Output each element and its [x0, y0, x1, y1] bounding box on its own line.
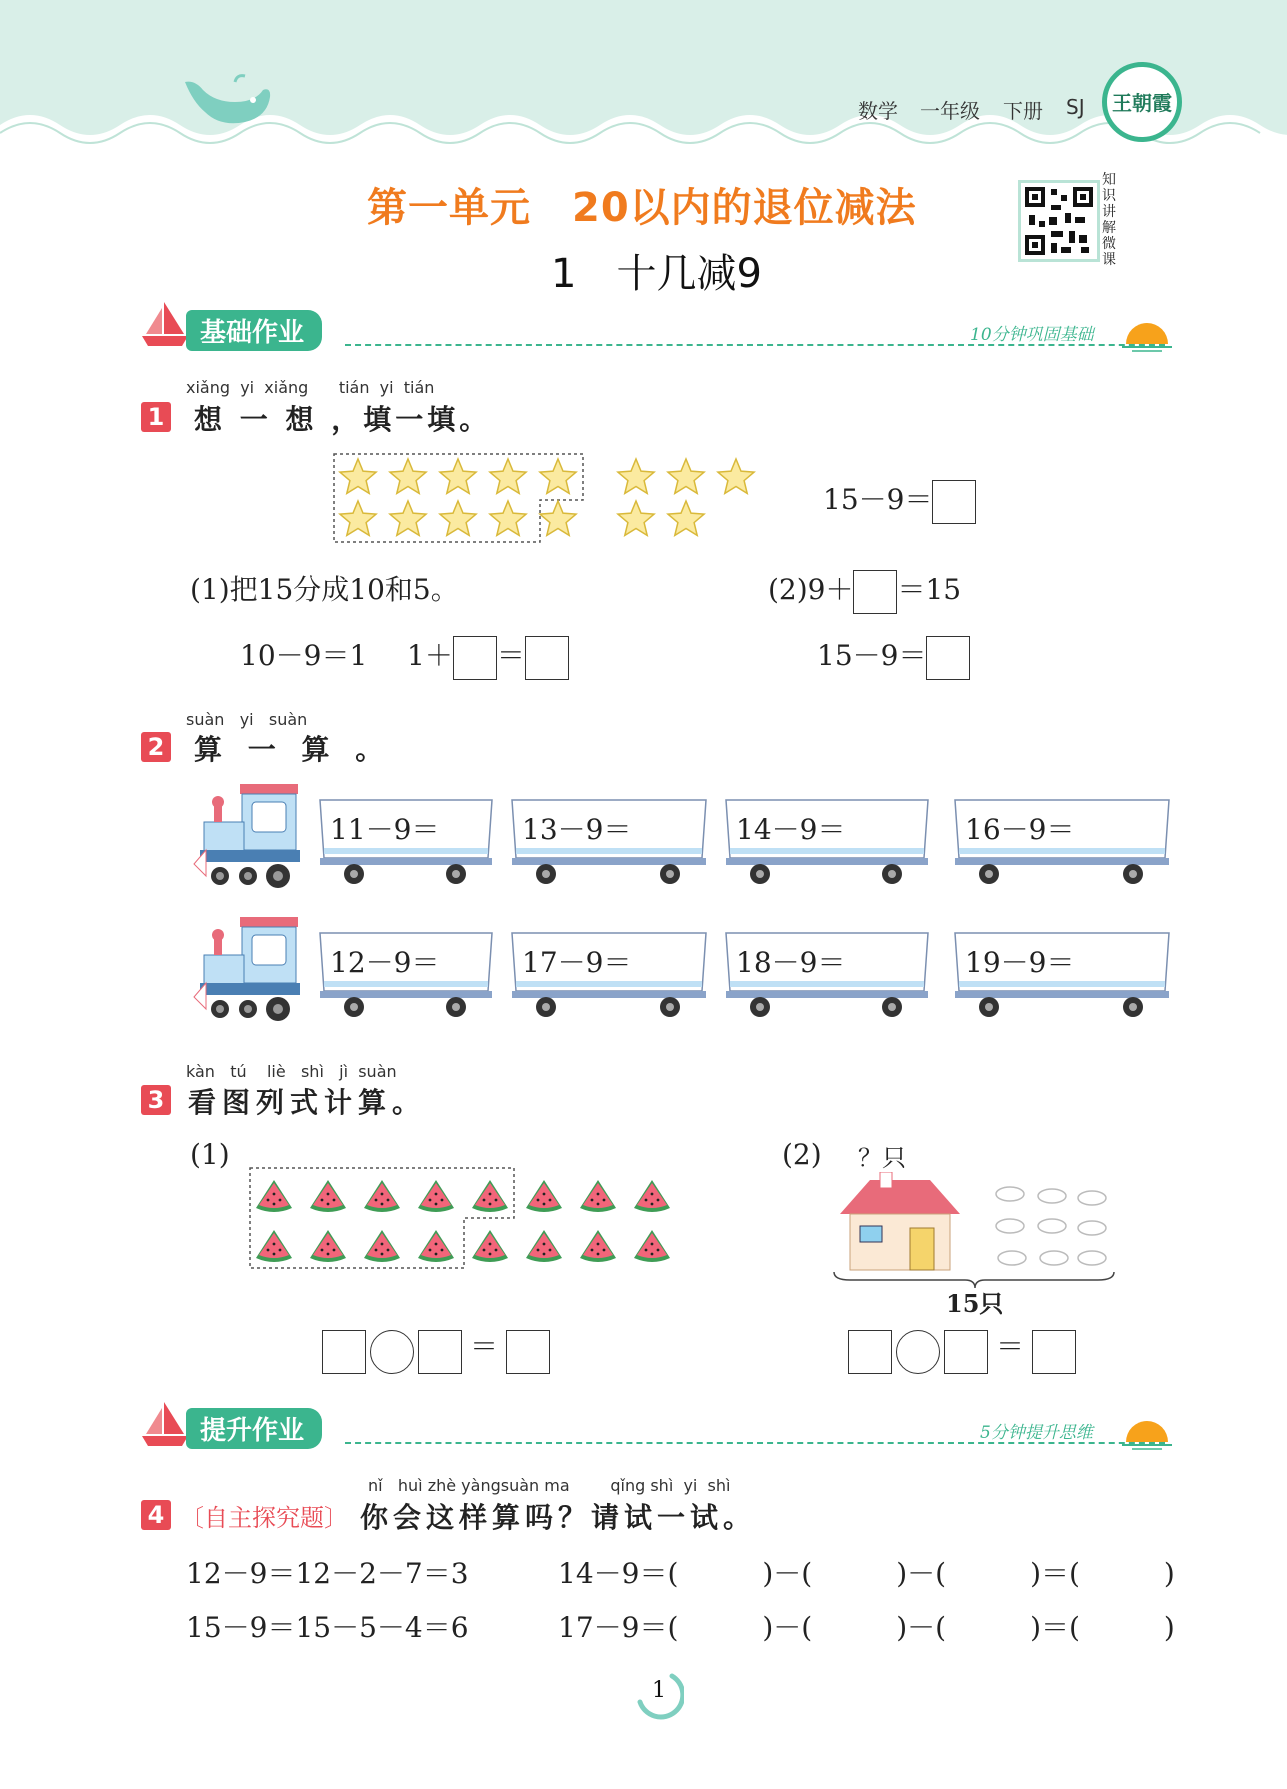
- star-icon: [390, 459, 426, 493]
- section-basic-label: 基础作业: [186, 310, 322, 351]
- q1-main-equation: 15－9＝: [823, 478, 976, 524]
- wagon-equation[interactable]: 19－9＝: [965, 946, 1075, 979]
- edition-label: SJ: [1066, 95, 1085, 119]
- wagon-equation[interactable]: 17－9＝: [522, 946, 632, 979]
- train-wagon: [318, 798, 494, 890]
- q2-instruction: 算 一 算 。: [194, 733, 392, 766]
- q3-pinyin: kàn tú liè shì jì suàn: [186, 1062, 397, 1081]
- wagon-equation[interactable]: 18－9＝: [736, 946, 846, 979]
- q3-part1-label: (1): [190, 1138, 230, 1171]
- wagon-equation[interactable]: 12－9＝: [330, 946, 440, 979]
- star-icon: [618, 459, 654, 493]
- qr-label: 知识讲解微课: [1102, 172, 1116, 268]
- q4-task-2[interactable]: 17－9＝( )－( )－( )＝( ): [558, 1611, 1175, 1644]
- q1-part2-equation: (2)9＋ ＝15: [768, 568, 961, 614]
- whale-icon: [175, 72, 275, 134]
- train-wagon: [724, 931, 930, 1023]
- watermelon-icon: [256, 1230, 292, 1262]
- watermelon-icon: [256, 1180, 292, 1212]
- page-number: 1: [652, 1678, 666, 1703]
- q1-part2-equation-b: 15－9＝: [817, 634, 970, 680]
- q4-example-1: 12－9＝12－2－7＝3: [186, 1557, 469, 1590]
- watermelon-icon: [526, 1180, 562, 1212]
- q1-part1-equation-a: 10－9＝1: [240, 639, 368, 672]
- volume-label: 下册: [1003, 99, 1043, 123]
- train-wagon: [510, 931, 708, 1023]
- star-icon: [668, 459, 704, 493]
- watermelon-icon: [364, 1180, 400, 1212]
- q4-instruction: 你会这样算吗？请试一试。: [360, 1501, 757, 1534]
- q1-part1-text: (1)把15分成10和5。: [190, 573, 459, 606]
- q1-part2-answer-box[interactable]: [926, 636, 970, 680]
- watermelon-icon: [580, 1180, 616, 1212]
- q3-house-geese-figure: [830, 1172, 1120, 1292]
- sunset-icon: [1122, 318, 1172, 352]
- q3-p1-box-b[interactable]: [418, 1330, 462, 1374]
- q4-pinyin: nǐ huì zhè yàngsuàn ma qǐng shì yi shì: [368, 1476, 731, 1495]
- lesson-title: 1 十几减9: [551, 251, 762, 297]
- watermelon-icon: [526, 1230, 562, 1262]
- q3-part2-total: 15只: [946, 1289, 1004, 1318]
- q3-part2-label: (2): [782, 1138, 822, 1171]
- sailboat-icon: [140, 1400, 190, 1448]
- q4-tag: 〔自主探究题〕: [180, 1504, 348, 1532]
- wagon-equation[interactable]: 13－9＝: [522, 813, 632, 846]
- train-wagon: [724, 798, 930, 890]
- subject-label: 数学: [858, 99, 898, 123]
- unit-title: 第一单元 20以内的退位减法: [367, 185, 917, 231]
- star-icon: [668, 501, 704, 535]
- q1-star-figure: [330, 450, 770, 550]
- q3-part2-answer-row: ＝: [848, 1325, 1076, 1374]
- star-icon: [440, 501, 476, 535]
- watermelon-icon: [472, 1230, 508, 1262]
- q1-instruction: 想 一 想 ，填一填。: [194, 403, 492, 436]
- q1-part1-equation-b: 1＋ ＝: [407, 634, 569, 680]
- q3-p1-box-c[interactable]: [506, 1330, 550, 1374]
- q3-p2-box-c[interactable]: [1032, 1330, 1076, 1374]
- q1-part1-box-a[interactable]: [453, 636, 497, 680]
- q3-p2-operator-circle[interactable]: [896, 1330, 940, 1374]
- q4-example-2: 15－9＝15－5－4＝6: [186, 1611, 469, 1644]
- q4-number: 4: [141, 1500, 171, 1530]
- train-wagon: [510, 798, 708, 890]
- q4-task-1[interactable]: 14－9＝( )－( )－( )＝( ): [558, 1557, 1175, 1590]
- section-advanced-hint: 5分钟提升思维: [980, 1423, 1093, 1443]
- star-icon: [490, 501, 526, 535]
- watermelon-icon: [634, 1180, 670, 1212]
- q1-main-answer-box[interactable]: [932, 480, 976, 524]
- qr-code[interactable]: [1018, 180, 1100, 262]
- q3-p2-box-a[interactable]: [848, 1330, 892, 1374]
- train-wagon: [318, 931, 494, 1023]
- q3-p1-operator-circle[interactable]: [370, 1330, 414, 1374]
- q3-part2-unknown: ？只: [858, 1144, 906, 1172]
- watermelon-icon: [310, 1180, 346, 1212]
- section-advanced-label: 提升作业: [186, 1408, 322, 1449]
- watermelon-icon: [364, 1230, 400, 1262]
- grade-label: 一年级: [920, 99, 980, 123]
- section-basic-hint: 10分钟巩固基础: [970, 325, 1094, 345]
- q2-pinyin: suàn yi suàn: [186, 710, 308, 729]
- star-icon: [340, 459, 376, 493]
- logo-badge: [1102, 62, 1182, 142]
- wagon-equation[interactable]: 16－9＝: [965, 813, 1075, 846]
- q3-number: 3: [141, 1085, 171, 1115]
- watermelon-icon: [310, 1230, 346, 1262]
- watermelon-icon: [418, 1180, 454, 1212]
- qr-code-icon: [1021, 183, 1097, 259]
- locomotive-icon: [190, 917, 315, 1027]
- star-icon: [340, 501, 376, 535]
- star-icon: [718, 459, 754, 493]
- star-icon: [490, 459, 526, 493]
- train-wagon: [953, 798, 1171, 890]
- star-icon: [540, 459, 576, 493]
- q1-number: 1: [141, 402, 171, 432]
- q1-part1-box-b[interactable]: [525, 636, 569, 680]
- watermelon-icon: [418, 1230, 454, 1262]
- logo-text: 王朝霞: [1112, 91, 1172, 115]
- sailboat-icon: [140, 300, 190, 348]
- train-wagon: [953, 931, 1171, 1023]
- locomotive-icon: [190, 784, 315, 894]
- watermelon-icon: [634, 1230, 670, 1262]
- q1-part2-box[interactable]: [853, 570, 897, 614]
- q3-instruction: 看图列式计算。: [188, 1086, 427, 1119]
- geese-icon: [996, 1187, 1106, 1265]
- q1-pinyin: xiǎng yi xiǎng tián yi tián: [186, 378, 435, 397]
- star-icon: [540, 501, 576, 535]
- wagon-equation[interactable]: 14－9＝: [736, 813, 846, 846]
- sunset-icon: [1122, 1416, 1172, 1450]
- q3-p2-box-b[interactable]: [944, 1330, 988, 1374]
- q3-part1-answer-row: ＝: [322, 1325, 550, 1374]
- q3-p1-box-a[interactable]: [322, 1330, 366, 1374]
- q3-watermelon-figure: [246, 1164, 686, 1274]
- wagon-equation[interactable]: 11－9＝: [330, 813, 440, 846]
- q2-number: 2: [141, 732, 171, 762]
- watermelon-icon: [472, 1180, 508, 1212]
- house-icon: [840, 1172, 960, 1270]
- star-icon: [618, 501, 654, 535]
- watermelon-icon: [580, 1230, 616, 1262]
- star-icon: [440, 459, 476, 493]
- star-icon: [390, 501, 426, 535]
